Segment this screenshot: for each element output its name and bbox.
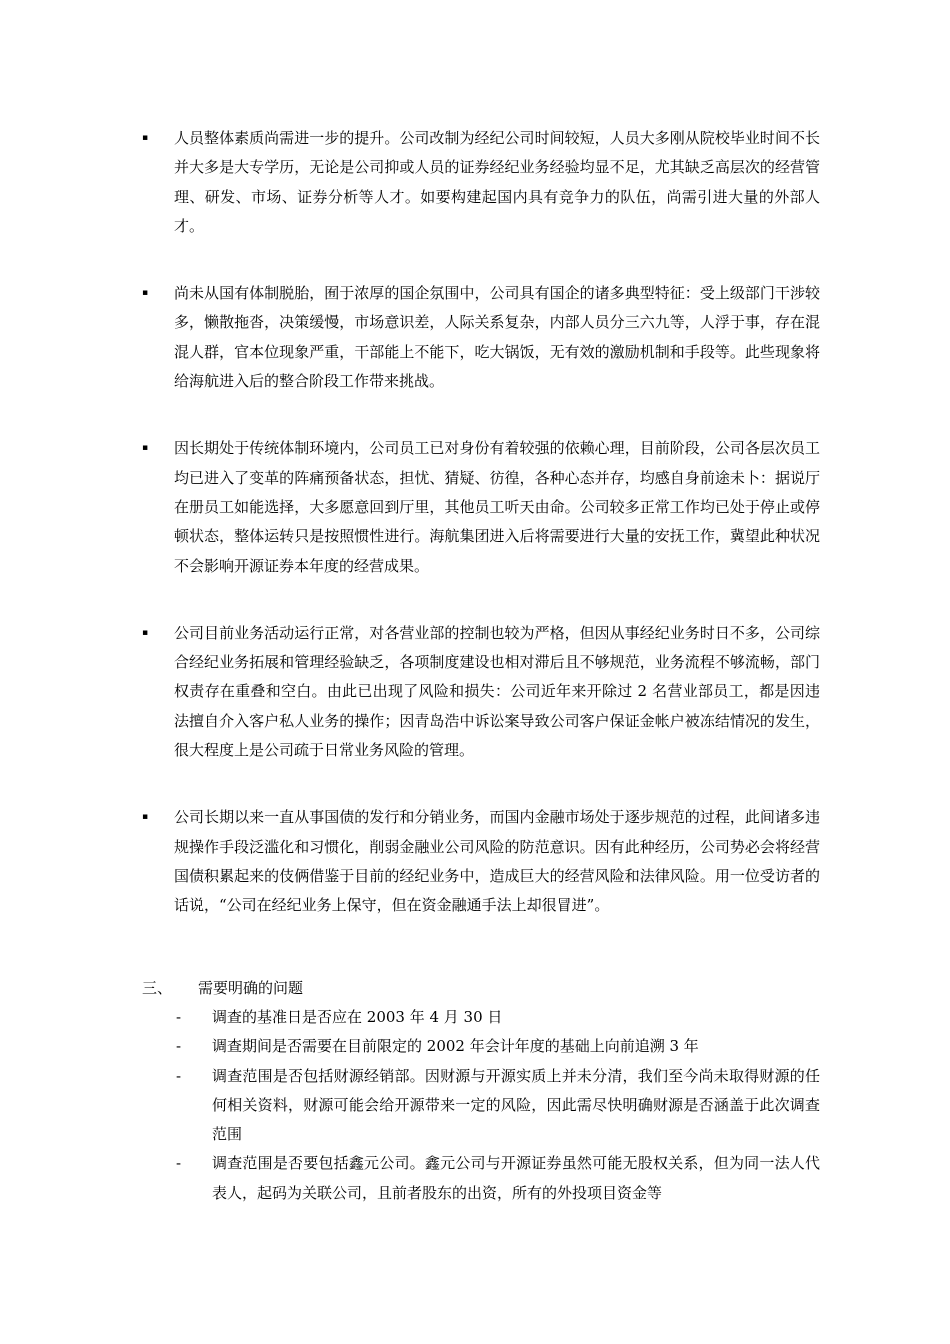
bullet-text: 公司目前业务活动运行正常，对各营业部的控制也较为严格，但因从事经纪业务时日不多，公司综合经纪业务拓展和管理经验缺乏，各项制度建设也相对滞后且不够规范，业务流程不够流畅，部门权责存在重叠和空白。由此已出现了风险和损失：公司近年来开除过 2 名营业部员工，都是因违法擅自介入客户私人业务的操作；因青岛浩中诉讼案导致公司客户保证金帐户被冻结情况的发生，很大程度上是公司疏于日常业务风险的管理。 <box>174 623 820 760</box>
dash-bullet-icon: - <box>176 1008 182 1026</box>
bullet-item-treasury-bond-risk <box>140 803 820 920</box>
bullet-item-state-owned-culture <box>140 279 820 396</box>
section-heading <box>140 974 820 1003</box>
issues-section <box>140 974 820 1208</box>
bullet-item-staff-dependency <box>140 434 820 580</box>
bullet-item-business-operations <box>140 619 820 765</box>
bullet-text: 公司长期以来一直从事国债的发行和分销业务，而国内金融市场处于逐步规范的过程，此间诸多违规操作手段泛滥化和习惯化，削弱金融业公司风险的防范意识。因有此种经历，公司势必会将经营国债积累起来的伎俩借鉴于目前的经纪业务中，造成巨大的经营风险和法律风险。用一位受访者的话说，“公司在经纪业务上保守，但在资金融通手法上却很冒进”。 <box>174 808 820 915</box>
square-bullet-icon: ▪ <box>142 812 149 823</box>
square-bullet-icon: ▪ <box>142 133 149 143</box>
section-title: 需要明确的问题 <box>198 979 304 997</box>
issue-item-caiyuan-scope <box>140 1062 820 1150</box>
bullet-text: 人员整体素质尚需进一步的提升。公司改制为经纪公司时间较短，人员大多刚从院校毕业时间不长并大多是大专学历，无论是公司抑或人员的证券经纪业务经验均显不足，尤其缺乏高层次的经营管理、研发、市场、证券分析等人才。如要构建起国内具有竞争力的队伍，尚需引进大量的外部人才。 <box>174 129 820 235</box>
bullet-item-staff-quality <box>140 124 820 241</box>
issue-text: 调查期间是否需要在目前限定的 2002 年会计年度的基础上向前追溯 3 年 <box>212 1037 699 1056</box>
bullet-text: 因长期处于传统体制环境内，公司员工已对身份有着较强的依赖心理，目前阶段，公司各层次员工均已进入了变革的阵痛预备状态，担忧、猜疑、彷徨，各种心态并存，均感自身前途未卜：据说厅在册员工如能选择，大多愿意回到厅里，其他员工听天由命。公司较多正常工作均已处于停止或停顿状态，整体运转只是按照惯性进行。海航集团进入后将需要进行大量的安抚工作，冀望此种状况不会影响开源证券本年度的经营成果。 <box>174 439 820 575</box>
section-number: 三、 <box>142 979 173 997</box>
issue-text: 调查的基准日是否应在 2003 年 4 月 30 日 <box>212 1008 503 1026</box>
bullet-text: 尚未从国有体制脱胎，囿于浓厚的国企氛围中，公司具有国企的诸多典型特征：受上级部门干涉较多，懒散拖沓，决策缓慢，市场意识差，人际关系复杂，内部人员分三六九等，人浮于事，存在混混人群，官本位现象严重，干部能上不能下，吃大锅饭，无有效的激励机制和手段等。此些现象将给海航进入后的整合阶段工作带来挑战。 <box>174 284 820 391</box>
square-bullet-icon: ▪ <box>142 443 149 454</box>
dash-bullet-icon: - <box>176 1037 182 1056</box>
issue-item-xinyuan-scope <box>140 1149 820 1208</box>
issue-item-period <box>140 1032 820 1061</box>
issue-text: 调查范围是否包括财源经销部。因财源与开源实质上并未分清，我们至今尚未取得财源的任何相关资料，财源可能会给开源带来一定的风险，因此需尽快明确财源是否涵盖于此次调查范围 <box>212 1066 820 1144</box>
square-bullet-icon: ▪ <box>142 627 149 638</box>
square-bullet-icon: ▪ <box>142 288 149 299</box>
issue-item-base-date <box>140 1003 820 1032</box>
dash-bullet-icon: - <box>176 1154 182 1173</box>
issue-text: 调查范围是否要包括鑫元公司。鑫元公司与开源证券虽然可能无股权关系，但为同一法人代表人，起码为关联公司，且前者股东的出资，所有的外投项目资金等 <box>212 1154 820 1202</box>
issues-list <box>140 1003 820 1208</box>
risk-bullet-list <box>140 124 820 959</box>
dash-bullet-icon: - <box>176 1066 182 1085</box>
